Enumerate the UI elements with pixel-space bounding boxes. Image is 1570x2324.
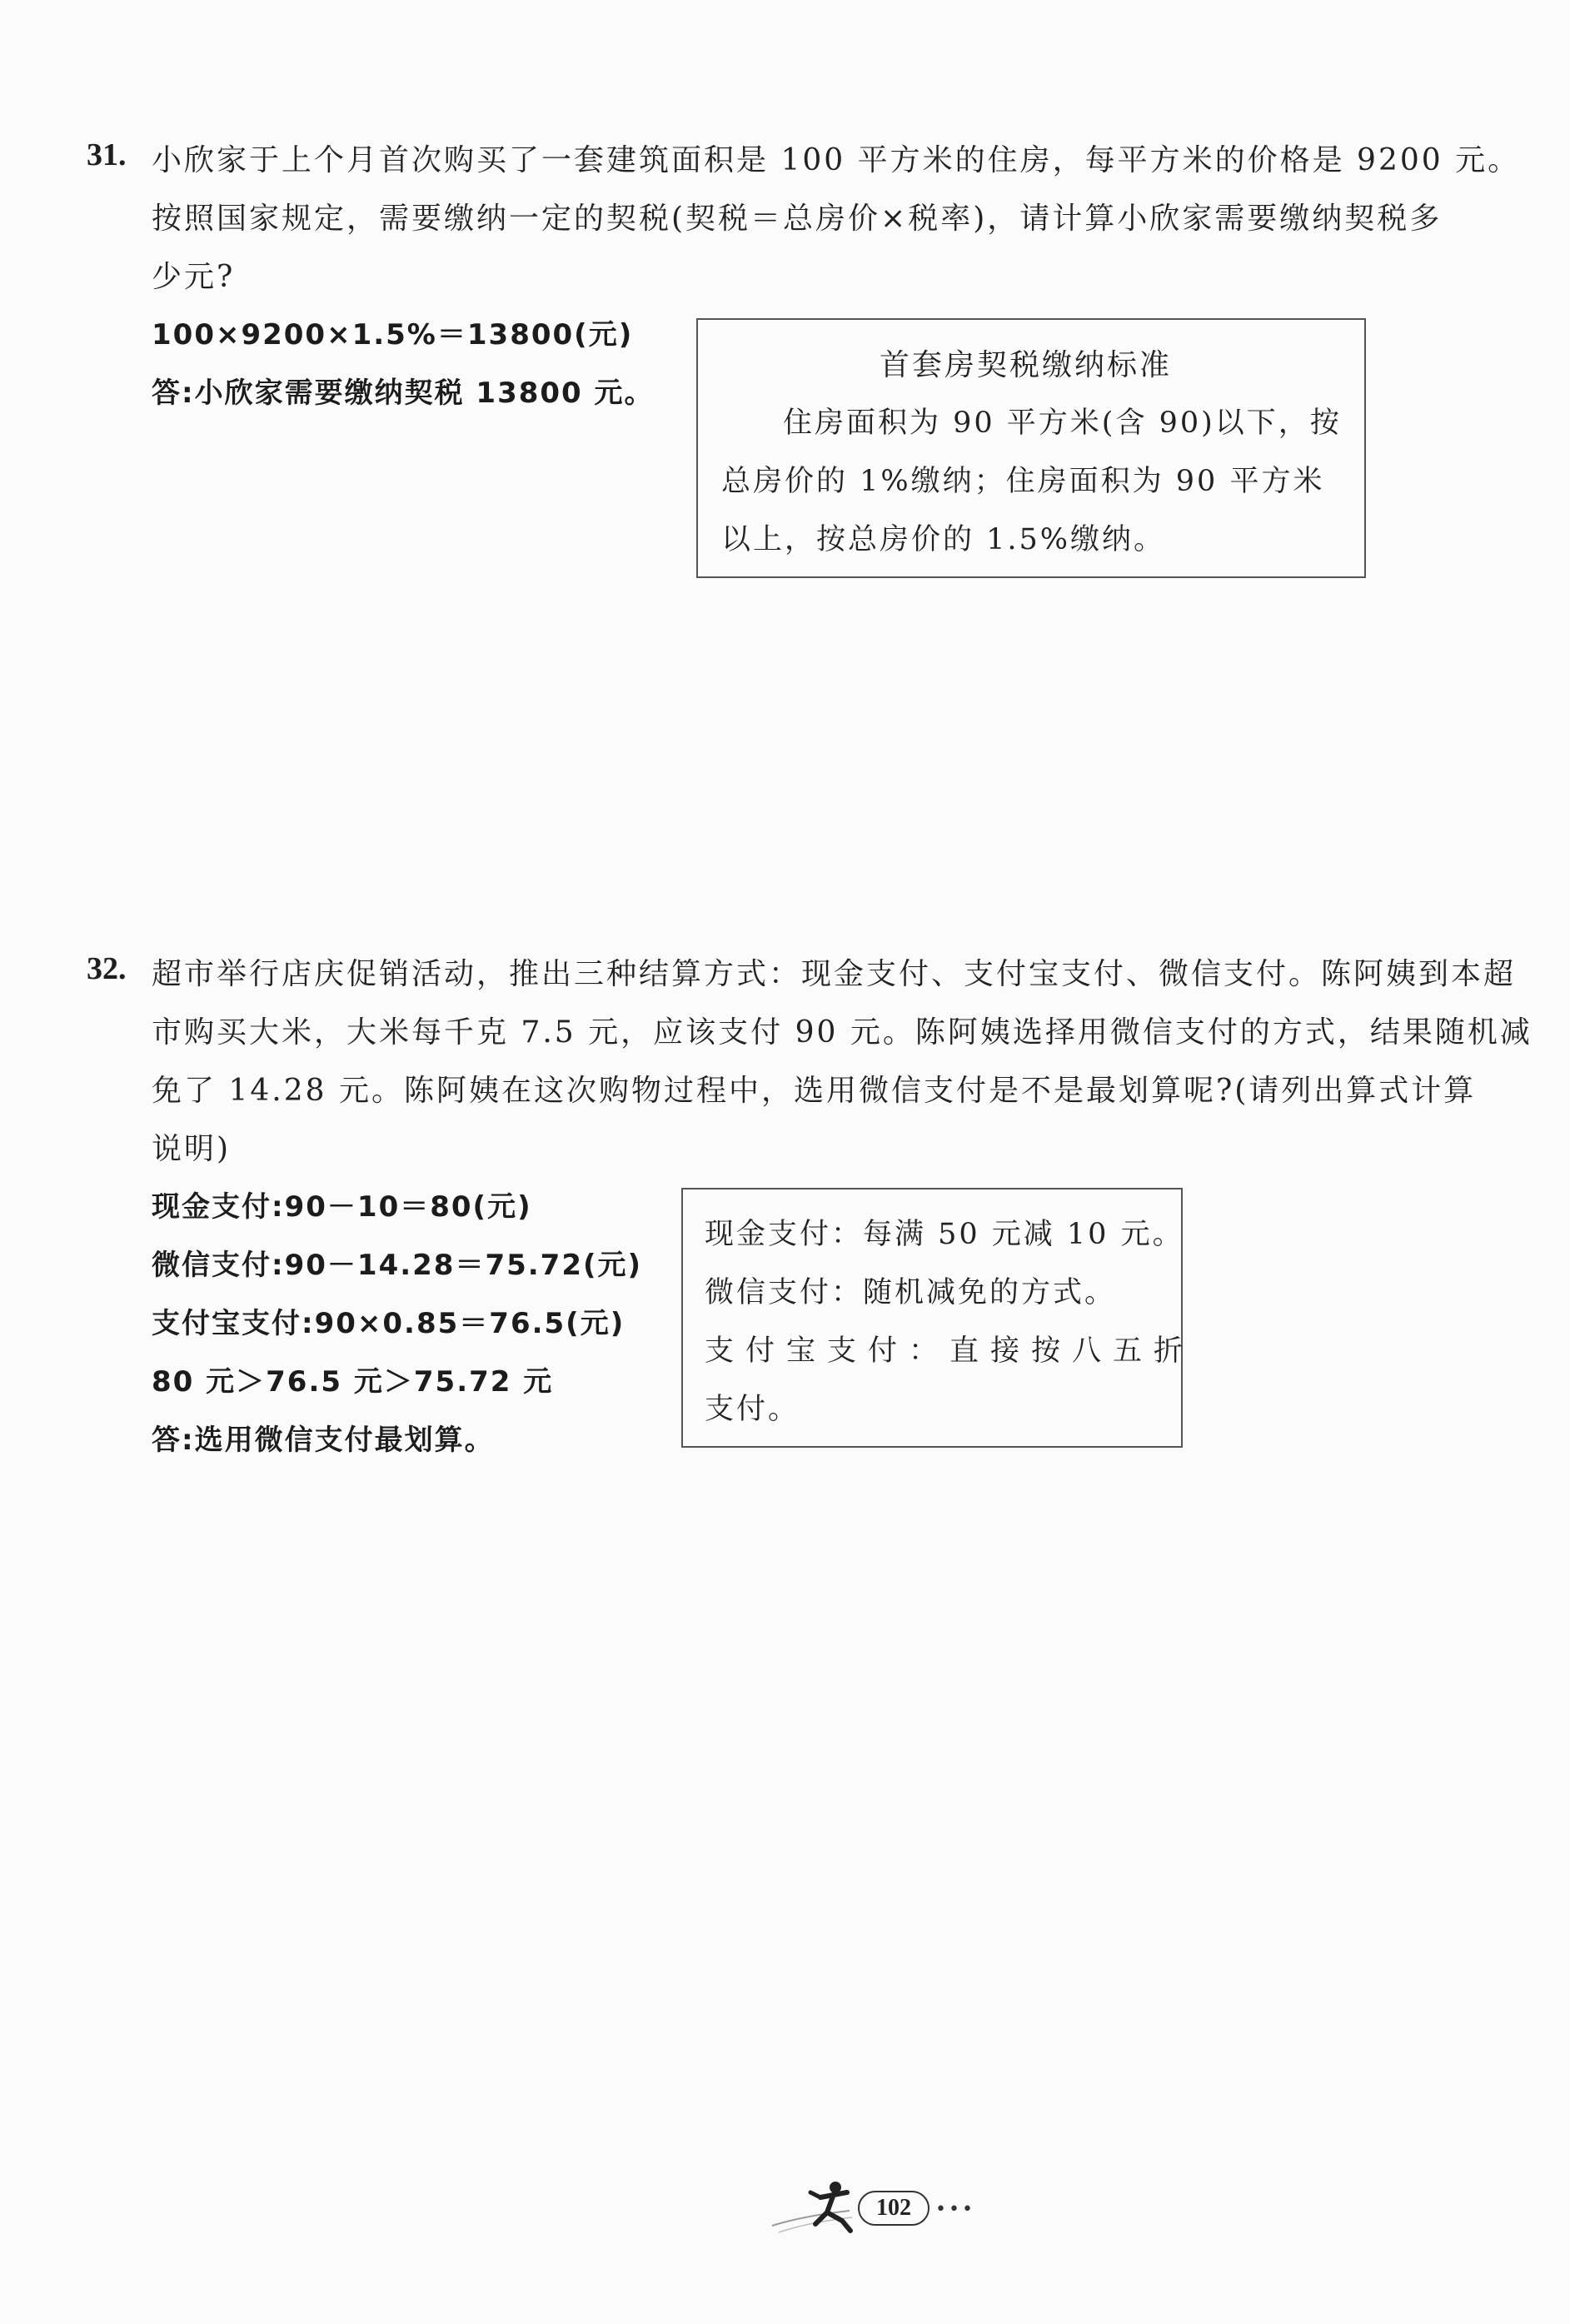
question-text-line: 免了 14.28 元。陈阿姨在这次购物过程中，选用微信支付是不是最划算呢?(请列出算式计算 [152,1074,1477,1108]
answer-line: 现金支付:90－10＝80(元) [152,1190,532,1224]
info-box-line: 支付。 [705,1393,800,1426]
question-text-line: 市购买大米，大米每千克 7.5 元，应该支付 90 元。陈阿姨选择用微信支付的方式，结果随机减 [152,1015,1533,1050]
footer-dots: ••• [935,2199,975,2220]
answer-line: 答:小欣家需要缴纳契税 13800 元。 [152,377,655,410]
question-text-line: 说明) [152,1132,232,1166]
answer-line: 答:选用微信支付最划算。 [152,1424,495,1457]
answer-line: 80 元＞76.5 元＞75.72 元 [152,1365,554,1399]
question-number: 31. [87,137,127,172]
answer-line: 100×9200×1.5%＝13800(元) [152,318,634,352]
question-text-line: 按照国家规定，需要缴纳一定的契税(契税＝总房价×税率)，请计算小欣家需要缴纳契税多 [152,202,1443,236]
info-box-line: 住房面积为 90 平方米(含 90)以下，按 [783,406,1342,440]
info-box [681,1188,1195,1448]
info-box-line: 现金支付：每满 50 元减 10 元。 [705,1218,1184,1251]
question-text-line: 小欣家于上个月首次购买了一套建筑面积是 100 平方米的住房，每平方米的价格是 9200 元。 [152,143,1521,177]
page-number: 102 [858,2191,930,2226]
runner-icon [770,2174,862,2241]
answer-line: 微信支付:90－14.28＝75.72(元) [152,1249,643,1282]
answer-line: 支付宝支付:90×0.85＝76.5(元) [152,1307,626,1340]
page-footer [770,2174,975,2241]
info-box-line: 支付宝支付：直接按八五折 [705,1334,1195,1368]
question-number: 32. [87,951,127,986]
info-box-title: 首套房契税缴纳标准 [880,348,1173,382]
question-text-line: 超市举行店庆促销活动，推出三种结算方式：现金支付、支付宝支付、微信支付。陈阿姨到本超 [152,957,1517,991]
info-box-line: 总房价的 1%缴纳；住房面积为 90 平方米 [721,465,1325,498]
info-box [696,318,1366,578]
info-box-line: 微信支付：随机减免的方式。 [705,1276,1117,1309]
question-text-line: 少元? [152,260,236,294]
info-box-line: 以上，按总房价的 1.5%缴纳。 [721,523,1166,556]
